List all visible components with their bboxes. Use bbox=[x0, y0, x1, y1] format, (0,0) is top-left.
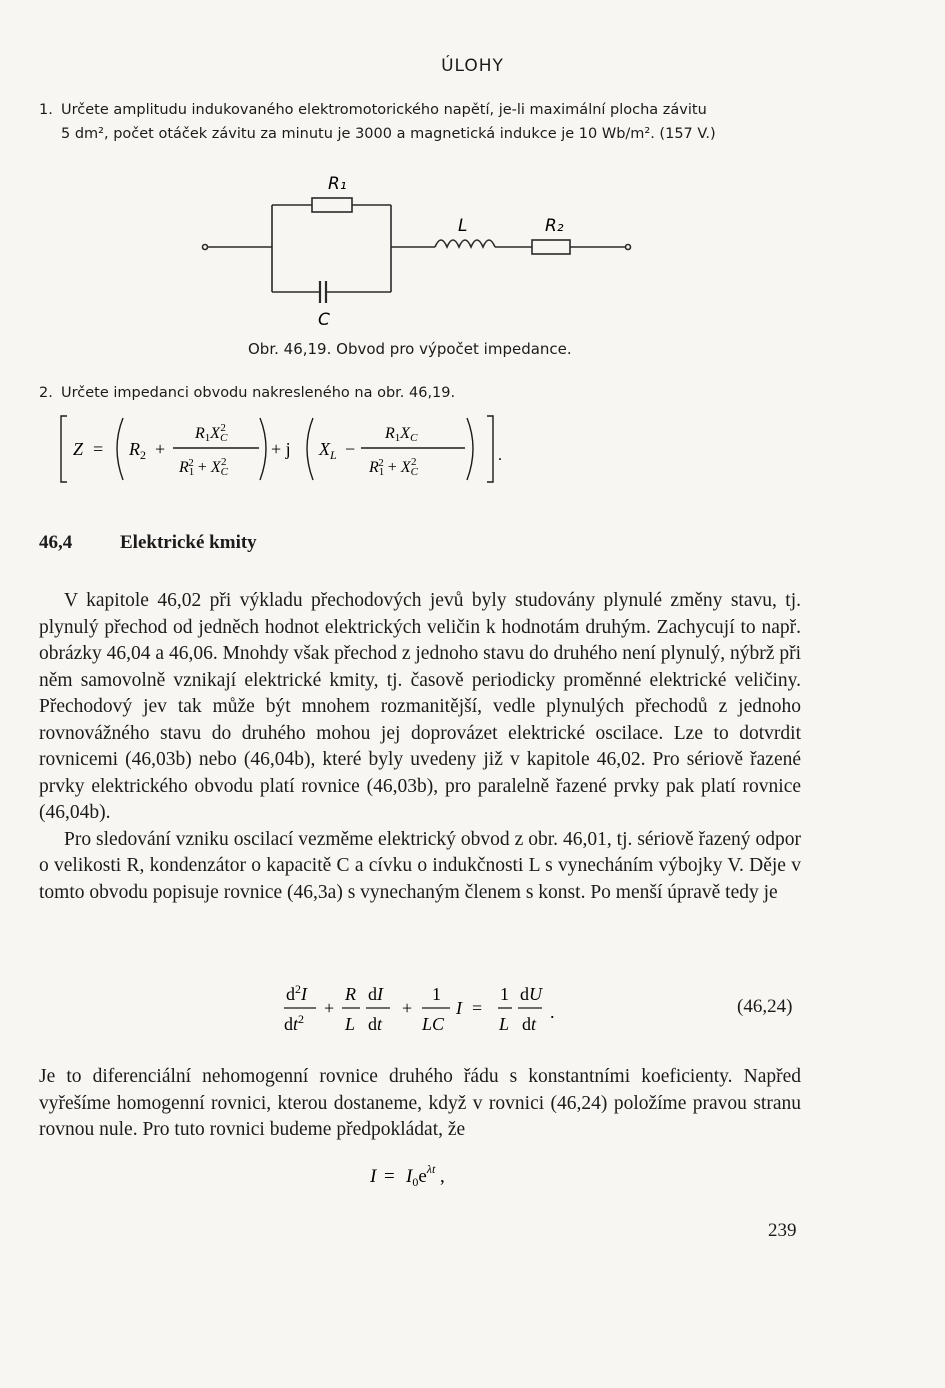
label-r2: R₂ bbox=[545, 216, 564, 236]
figure-caption: Obr. 46,19. Obvod pro výpočet impedance. bbox=[248, 340, 572, 358]
svg-text:R12 + XC2: R12 + XC2 bbox=[369, 456, 418, 478]
paragraph-3: Je to diferenciální nehomogenní rovnice druhého řádu s konstantními koeficienty. Napřed vyřešíme homogenní rovnici, kterou dostaneme, když v rovnici (46,24) položíme pravou stranu rovnou nule. Pro tuto rovnici budeme předpokládat, že bbox=[39, 1066, 801, 1140]
svg-text:dt: dt bbox=[368, 1014, 383, 1034]
svg-text:−: − bbox=[345, 439, 356, 459]
page-number: 239 bbox=[768, 1220, 797, 1241]
equation-final bbox=[368, 1158, 488, 1192]
task-2-number: 2. bbox=[39, 385, 53, 401]
task-2 bbox=[39, 381, 739, 405]
body-text-2 bbox=[39, 1064, 801, 1144]
svg-text:R1XC: R1XC bbox=[385, 425, 418, 444]
task-1 bbox=[39, 98, 809, 146]
svg-text:Z: Z bbox=[73, 439, 84, 459]
equation-46-24 bbox=[280, 978, 580, 1040]
svg-text:R1XC2: R1XC2 bbox=[195, 422, 228, 444]
equation-46-24-number: (46,24) bbox=[737, 996, 793, 1017]
label-l: L bbox=[458, 216, 468, 236]
paragraph-2: Pro sledování vzniku oscilací vezměme elektrický obvod z obr. 46,01, tj. sériově řazený odpor o velikosti R, kondenzátor o kapacitě C a cívku o indukčnosti L s vynecháním výbojky V. Děje v tomto obvodu popisuje rovnice (46,3a) s vynechaným členem s konst. Po menší úpravě tedy je bbox=[39, 828, 801, 903]
section-title: Elektrické kmity bbox=[120, 532, 257, 553]
task-2-text: Určete impedanci obvodu nakresleného na obr. 46,19. bbox=[61, 385, 456, 401]
task-1-line-1: Určete amplitudu indukovaného elektromotorického napětí, je-li maximální plocha závitu bbox=[61, 102, 707, 118]
svg-text:R12 + XC2: R12 + XC2 bbox=[179, 456, 228, 478]
circuit-diagram bbox=[195, 165, 655, 335]
svg-text:I0eλt ,: $I_0e^{\lambda t}$ , bbox=[406, 1162, 445, 1189]
svg-text:dU: dU bbox=[520, 984, 542, 1004]
resistor-r1 bbox=[312, 198, 352, 212]
svg-text:R2: $R_2$ bbox=[129, 439, 146, 462]
inductor-l bbox=[435, 240, 495, 247]
svg-text:R: R bbox=[345, 984, 356, 1004]
svg-text:=: = bbox=[384, 1166, 395, 1187]
body-text bbox=[39, 588, 801, 906]
terminal-right bbox=[626, 245, 631, 250]
svg-text:I: I bbox=[370, 1166, 377, 1187]
svg-text:+: + bbox=[324, 998, 335, 1018]
svg-text:=: = bbox=[472, 998, 483, 1018]
task-1-number: 1. bbox=[39, 102, 53, 118]
task-1-line-2: 5 dm², počet otáček závitu za minutu je 3000 a magnetická indukce je 10 Wb/m². (157 V.) bbox=[61, 126, 716, 142]
svg-text:I: I bbox=[456, 998, 462, 1018]
label-c: C bbox=[318, 310, 330, 330]
svg-text:XL: $X_L$ bbox=[319, 439, 337, 462]
svg-text:d2I: $d^2I$ bbox=[286, 982, 307, 1004]
impedance-formula bbox=[55, 410, 505, 490]
page-header: ÚLOHY bbox=[441, 56, 504, 76]
svg-text:+ j: + j bbox=[271, 439, 291, 459]
section-number: 46,4 bbox=[39, 532, 73, 553]
svg-text:+: + bbox=[155, 439, 166, 459]
label-r1: R₁ bbox=[328, 174, 347, 194]
svg-text:+: + bbox=[402, 998, 413, 1018]
svg-text:L: L bbox=[345, 1014, 356, 1034]
svg-text:1: 1 bbox=[432, 984, 441, 1004]
resistor-r2 bbox=[532, 240, 570, 254]
svg-text:=: = bbox=[93, 439, 104, 459]
svg-text:L: L bbox=[499, 1014, 510, 1034]
terminal-left bbox=[203, 245, 208, 250]
svg-text:.: . bbox=[498, 447, 502, 464]
svg-text:dt: dt bbox=[522, 1014, 537, 1034]
paragraph-1: V kapitole 46,02 při výkladu přechodových jevů byly studovány plynulé změny stavu, tj. plynulý přechod od jedněch hodnot elektrických veličin k hodnotám druhým. Zachycují to např. obrázky 46,04 a 46,06. Mnohdy však přechod z jednoho stavu do druhého není plynulý, nýbrž při něm samovolně vznikají elektrické kmity, tj. časově periodicky proměnné elektrické veličiny. Přechodový jev tak může být mnohem rozmanitější, vedle plynulých přechodů z jednoho rovnovážného stavu do druhého mohou jej doprovázet elektrické oscilace. Lze to dotvrdit rovnicemi (46,03b) nebo (46,04b), které byly uvedeny již v kapitole 46,02. Pro sériově řazené prvky elektrického obvodu platí rovnice (46,03b), pro paralelně řazené prvky pak platí rovnice (46,04b). bbox=[39, 590, 801, 823]
svg-text:.: . bbox=[550, 1002, 555, 1022]
svg-text:1: 1 bbox=[500, 984, 509, 1004]
svg-text:LC: LC bbox=[422, 1014, 445, 1034]
svg-text:dt2: $dt^2$ bbox=[284, 1012, 305, 1034]
svg-text:dI: dI bbox=[368, 984, 383, 1004]
